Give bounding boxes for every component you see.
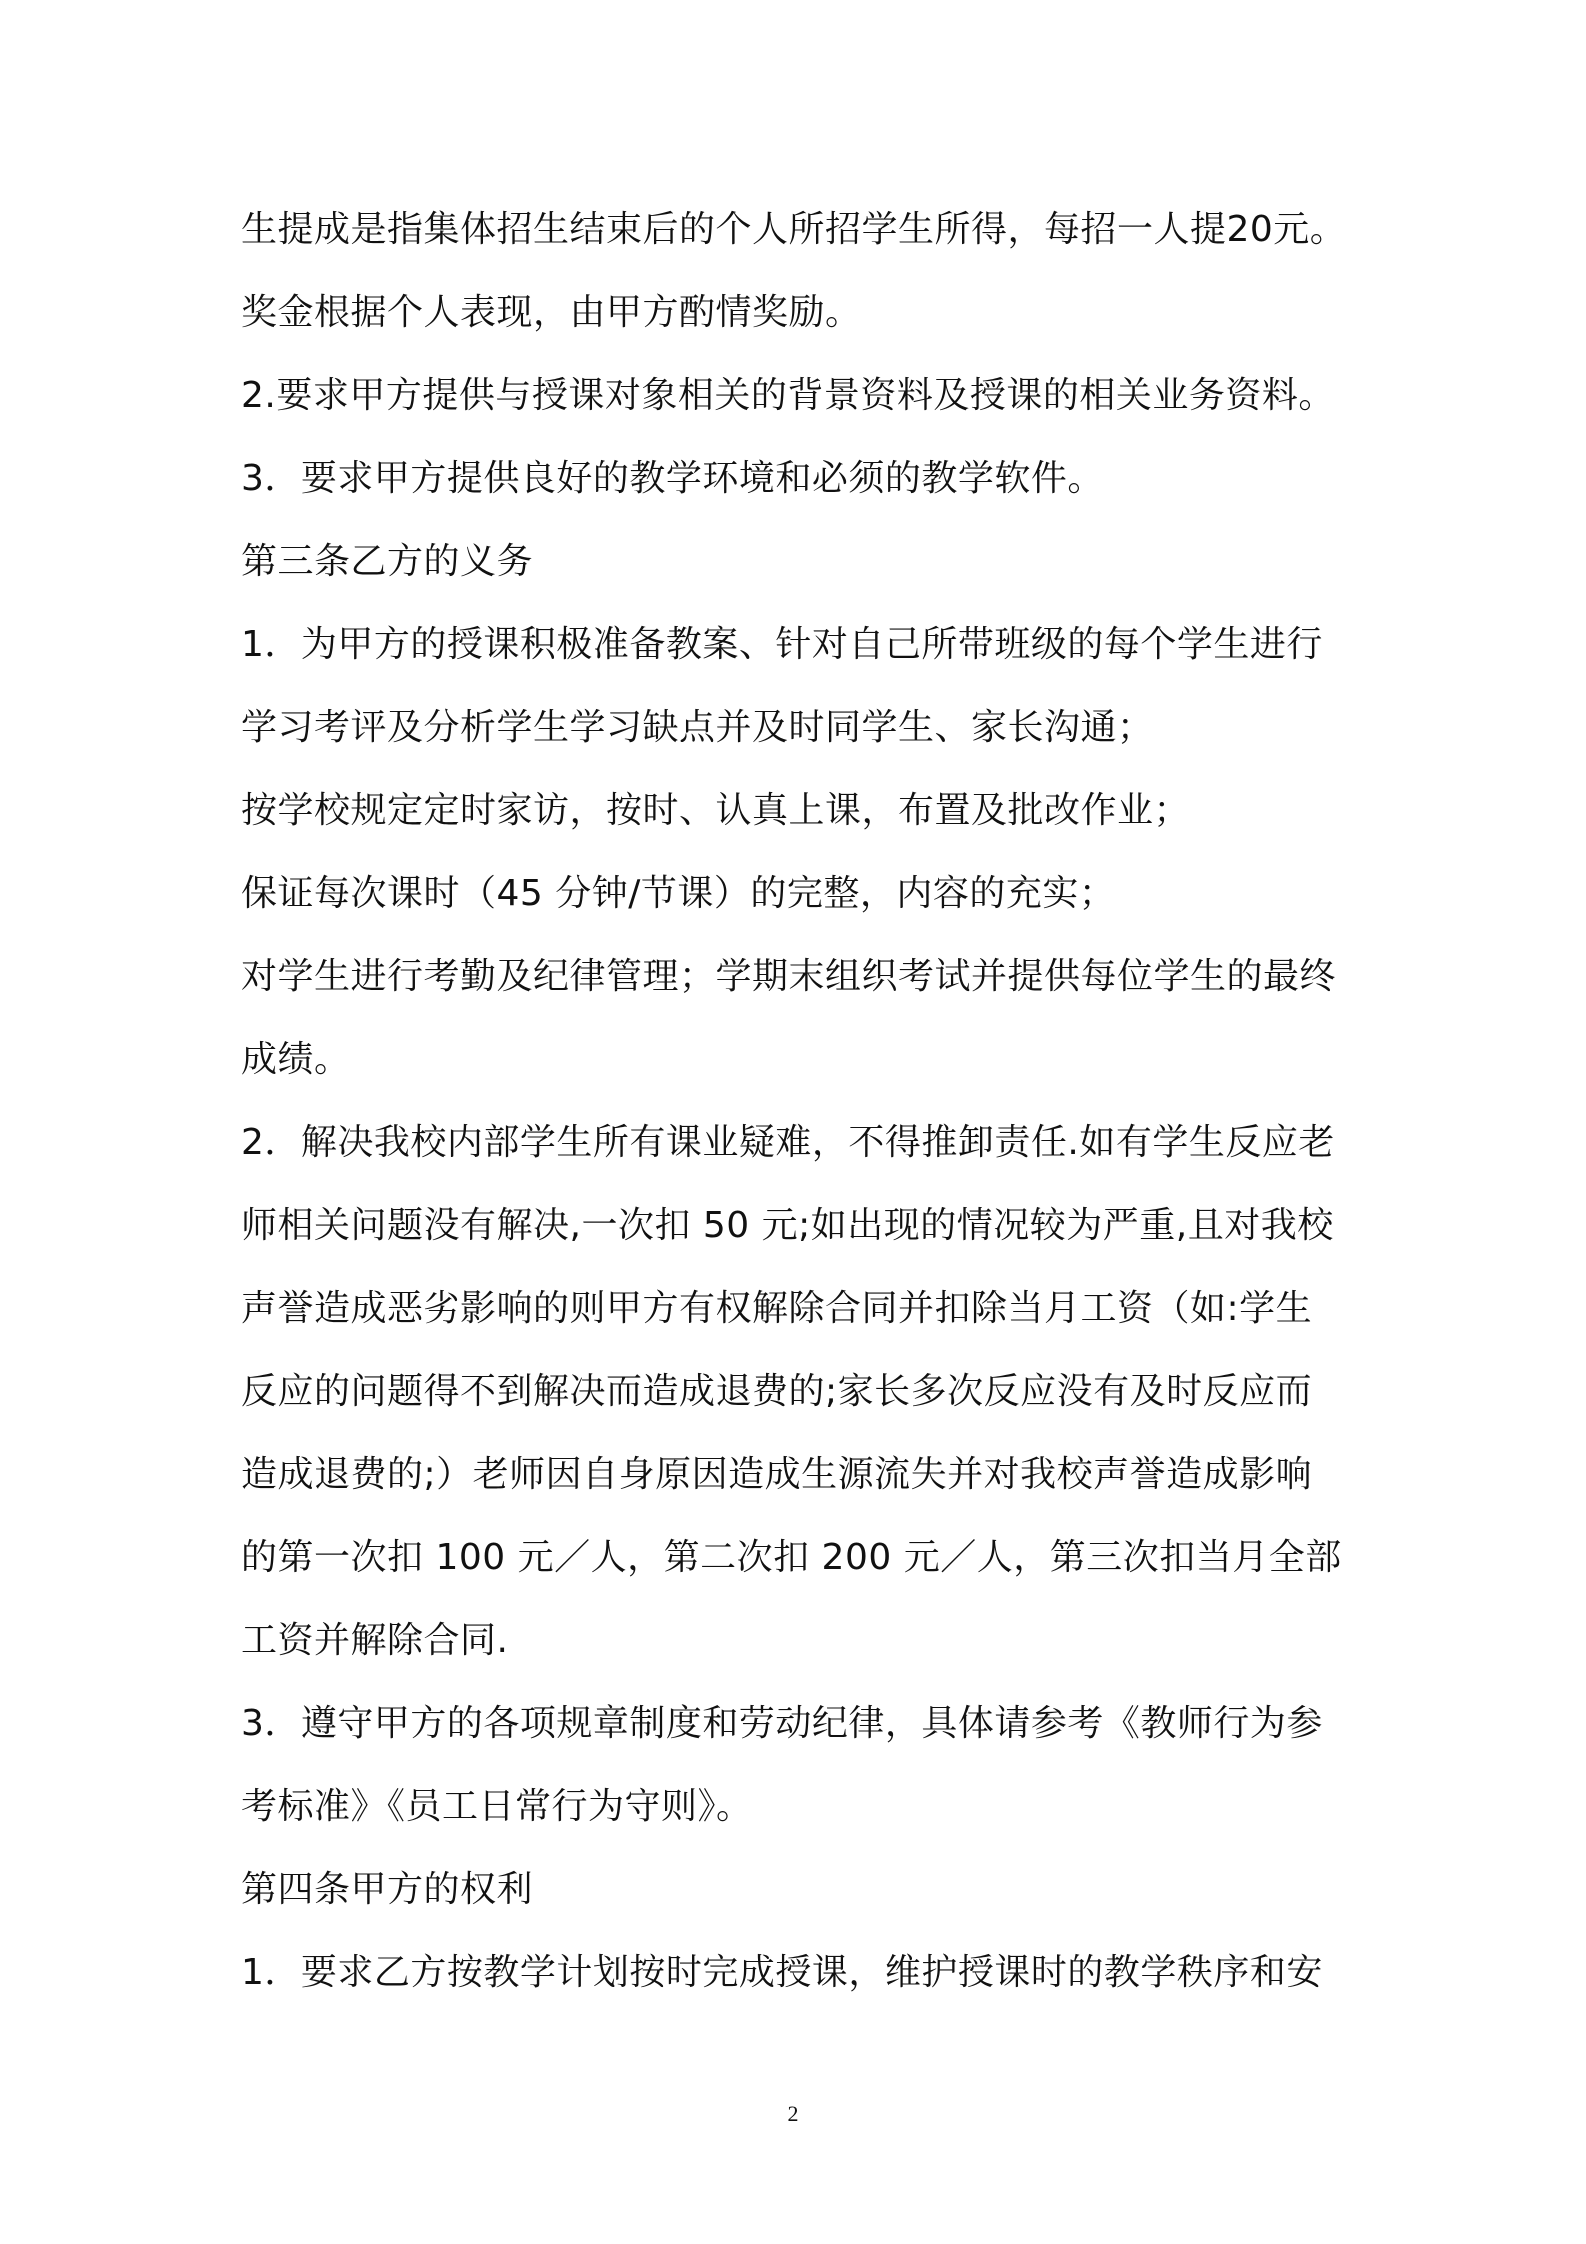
text-line: 的第一次扣 100 元／人，第二次扣 200 元／人，第三次扣当月全部 bbox=[241, 1537, 1342, 1578]
text-line: 声誉造成恶劣影响的则甲方有权解除合同并扣除当月工资（如:学生 bbox=[241, 1288, 1313, 1329]
section-heading: 第四条甲方的权利 bbox=[241, 1869, 534, 1910]
text-line: 奖金根据个人表现，由甲方酌情奖励。 bbox=[241, 292, 862, 333]
text-line: 造成退费的;）老师因自身原因造成生源流失并对我校声誉造成影响 bbox=[241, 1454, 1313, 1495]
text-line: 3．要求甲方提供良好的教学环境和必须的教学软件。 bbox=[241, 458, 1104, 499]
text-line: 生提成是指集体招生结束后的个人所招学生所得，每招一人提20元。 bbox=[241, 209, 1347, 250]
text-line: 1．为甲方的授课积极准备教案、针对自己所带班级的每个学生进行 bbox=[241, 624, 1323, 665]
text-line: 师相关问题没有解决,一次扣 50 元;如出现的情况较为严重,且对我校 bbox=[241, 1205, 1334, 1246]
text-line: 2.要求甲方提供与授课对象相关的背景资料及授课的相关业务资料。 bbox=[241, 375, 1335, 416]
text-line: 考标准》《员工日常行为守则》。 bbox=[241, 1786, 753, 1827]
text-line: 保证每次课时（45 分钟/节课）的完整，内容的充实； bbox=[241, 873, 1116, 914]
text-line: 按学校规定定时家访，按时、认真上课，布置及批改作业； bbox=[241, 790, 1191, 831]
text-line: 对学生进行考勤及纪律管理；学期末组织考试并提供每位学生的最终 bbox=[241, 956, 1337, 997]
text-line: 反应的问题得不到解决而造成退费的;家长多次反应没有及时反应而 bbox=[241, 1371, 1313, 1412]
text-line: 学习考评及分析学生学习缺点并及时同学生、家长沟通； bbox=[241, 707, 1154, 748]
text-line: 工资并解除合同. bbox=[241, 1620, 509, 1661]
text-line: 2．解决我校内部学生所有课业疑难，不得推卸责任.如有学生反应老 bbox=[241, 1122, 1335, 1163]
page-number: 2 bbox=[787, 2101, 799, 2126]
text-line: 成绩。 bbox=[241, 1039, 351, 1080]
text-line: 3．遵守甲方的各项规章制度和劳动纪律，具体请参考《教师行为参 bbox=[241, 1703, 1323, 1744]
text-line: 1．要求乙方按教学计划按时完成授课，维护授课时的教学秩序和安 bbox=[241, 1952, 1323, 1993]
section-heading: 第三条乙方的义务 bbox=[241, 541, 534, 582]
